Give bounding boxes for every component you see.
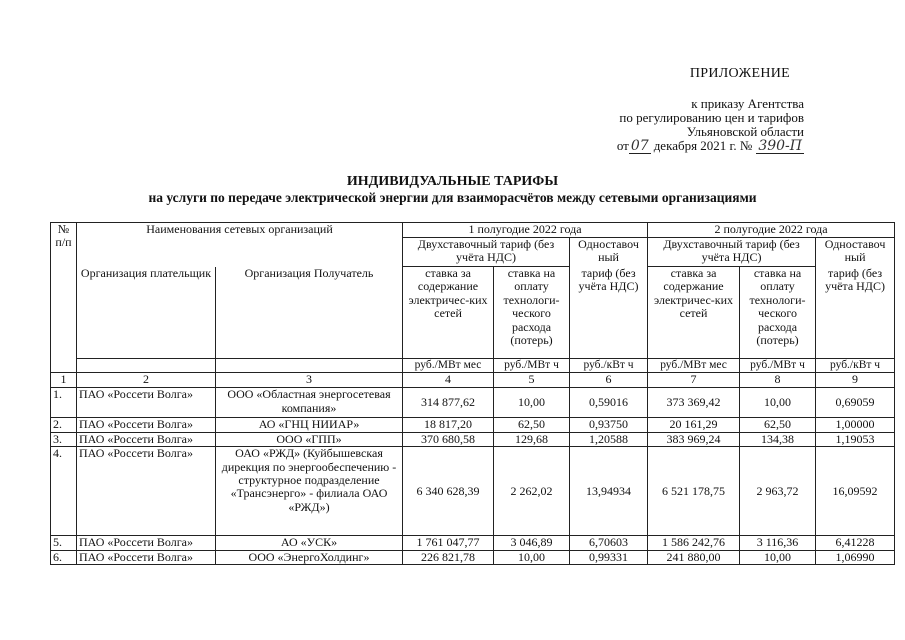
tariff-table	[50, 222, 895, 565]
row-recipient: АО «УСК»	[216, 536, 403, 550]
header-maint-h1: ставка за содержание электричес-ких сетей	[403, 267, 494, 359]
row-recipient: АО «ГНЦ НИИАР»	[216, 418, 403, 432]
col-number: 8	[740, 373, 816, 388]
row-payer: ПАО «Россети Волга»	[77, 432, 216, 446]
header-payer: Организация плательщик	[77, 267, 216, 359]
row-value: 6 340 628,39	[403, 447, 494, 536]
header-names: Наименования сетевых организаций	[77, 223, 403, 267]
row-value: 0,69059	[816, 388, 895, 418]
table-row	[51, 536, 895, 550]
row-recipient: ОАО «РЖД» (Куйбышевская дирекция по энергообеспечению - структурное подразделение «Трансэнерго» - филиала ОАО «РЖД»)	[216, 447, 403, 536]
unit-loss-h2: руб./МВт ч	[740, 359, 816, 373]
row-value: 10,00	[494, 550, 570, 564]
row-value: 226 821,78	[403, 550, 494, 564]
row-value: 20 161,29	[648, 418, 740, 432]
row-recipient: ООО «Областная энергосетевая компания»	[216, 388, 403, 418]
table-row	[51, 432, 895, 446]
row-value: 3 046,89	[494, 536, 570, 550]
unit-one-h1: руб./кВт ч	[570, 359, 648, 373]
row-value: 241 880,00	[648, 550, 740, 564]
row-value: 1,20588	[570, 432, 648, 446]
row-value: 3 116,36	[740, 536, 816, 550]
col-number: 1	[51, 373, 77, 388]
row-value: 373 369,42	[648, 388, 740, 418]
row-value: 10,00	[740, 388, 816, 418]
row-value: 16,09592	[816, 447, 895, 536]
order-date-line	[617, 139, 804, 154]
header-two-part-h1: Двухставочный тариф (без учёта НДС)	[403, 238, 570, 267]
date-rest: декабря 2021 г. №	[653, 138, 753, 153]
header-one-part-tariff-h2: тариф (без учёта НДС)	[816, 267, 895, 359]
col-number: 4	[403, 373, 494, 388]
row-no: 2.	[51, 418, 77, 432]
row-payer: ПАО «Россети Волга»	[77, 388, 216, 418]
col-number: 2	[77, 373, 216, 388]
order-number-handwritten: 390-П	[758, 138, 802, 154]
row-value: 134,38	[740, 432, 816, 446]
row-payer: ПАО «Россети Волга»	[77, 550, 216, 564]
order-line: по регулированию цен и тарифов	[619, 110, 804, 125]
row-no: 4.	[51, 447, 77, 536]
row-value: 62,50	[740, 418, 816, 432]
unit-maint-h2: руб./МВт мес	[648, 359, 740, 373]
header-half1: 1 полугодие 2022 года	[403, 223, 648, 238]
header-half2: 2 полугодие 2022 года	[648, 223, 895, 238]
table-row	[51, 550, 895, 564]
header-loss-h2: ставка на оплату технологи-ческого расхода (потерь)	[740, 267, 816, 359]
row-recipient: ООО «ГПП»	[216, 432, 403, 446]
row-payer: ПАО «Россети Волга»	[77, 418, 216, 432]
row-value: 0,59016	[570, 388, 648, 418]
header-one-part-h1: Одноставоч ный	[570, 238, 648, 267]
row-value: 18 817,20	[403, 418, 494, 432]
col-number: 9	[816, 373, 895, 388]
unit-one-h2: руб./кВт ч	[816, 359, 895, 373]
row-value: 1,00000	[816, 418, 895, 432]
document-subtitle: на услуги по передаче электрической энергии для взаиморасчётов между сетевыми организациями	[148, 190, 757, 205]
header-two-part-h2: Двухставочный тариф (без учёта НДС)	[648, 238, 816, 267]
table-row	[51, 388, 895, 418]
appendix-label: ПРИЛОЖЕНИЕ	[689, 66, 790, 81]
row-value: 2 262,02	[494, 447, 570, 536]
row-value: 314 877,62	[403, 388, 494, 418]
col-number: 6	[570, 373, 648, 388]
row-recipient: ООО «ЭнергоХолдинг»	[216, 550, 403, 564]
col-number: 7	[648, 373, 740, 388]
row-no: 3.	[51, 432, 77, 446]
row-payer: ПАО «Россети Волга»	[77, 447, 216, 536]
order-line: Ульяновской области	[686, 124, 804, 139]
row-value: 10,00	[740, 550, 816, 564]
row-value: 0,93750	[570, 418, 648, 432]
row-value: 6,41228	[816, 536, 895, 550]
row-value: 1 761 047,77	[403, 536, 494, 550]
header-one-part-h2: Одноставоч ный	[816, 238, 895, 267]
order-line: к приказу Агентства	[691, 96, 804, 111]
unit-loss-h1: руб./МВт ч	[494, 359, 570, 373]
row-value: 62,50	[494, 418, 570, 432]
header-no: № п/п	[51, 223, 77, 359]
row-value: 0,99331	[570, 550, 648, 564]
row-no: 1.	[51, 388, 77, 418]
col-number: 3	[216, 373, 403, 388]
row-no: 6.	[51, 550, 77, 564]
row-value: 370 680,58	[403, 432, 494, 446]
row-value: 13,94934	[570, 447, 648, 536]
table-row	[51, 418, 895, 432]
row-value: 6,70603	[570, 536, 648, 550]
row-value: 2 963,72	[740, 447, 816, 536]
date-day-handwritten: 07	[630, 138, 649, 154]
header-recipient: Организация Получатель	[216, 267, 403, 359]
row-value: 10,00	[494, 388, 570, 418]
row-value: 1 586 242,76	[648, 536, 740, 550]
document-title: ИНДИВИДУАЛЬНЫЕ ТАРИФЫ	[346, 174, 559, 189]
col-number: 5	[494, 373, 570, 388]
header-loss-h1: ставка на оплату технологи-ческого расхода (потерь)	[494, 267, 570, 359]
table-row	[51, 447, 895, 536]
unit-maint-h1: руб./МВт мес	[403, 359, 494, 373]
row-payer: ПАО «Россети Волга»	[77, 536, 216, 550]
row-value: 129,68	[494, 432, 570, 446]
row-no: 5.	[51, 536, 77, 550]
row-value: 1,19053	[816, 432, 895, 446]
order-reference	[617, 97, 804, 154]
row-value: 6 521 178,75	[648, 447, 740, 536]
header-one-part-tariff-h1: тариф (без учёта НДС)	[570, 267, 648, 359]
row-value: 1,06990	[816, 550, 895, 564]
row-value: 383 969,24	[648, 432, 740, 446]
date-prefix: от	[616, 138, 629, 153]
header-maint-h2: ставка за содержание электричес-ких сетей	[648, 267, 740, 359]
